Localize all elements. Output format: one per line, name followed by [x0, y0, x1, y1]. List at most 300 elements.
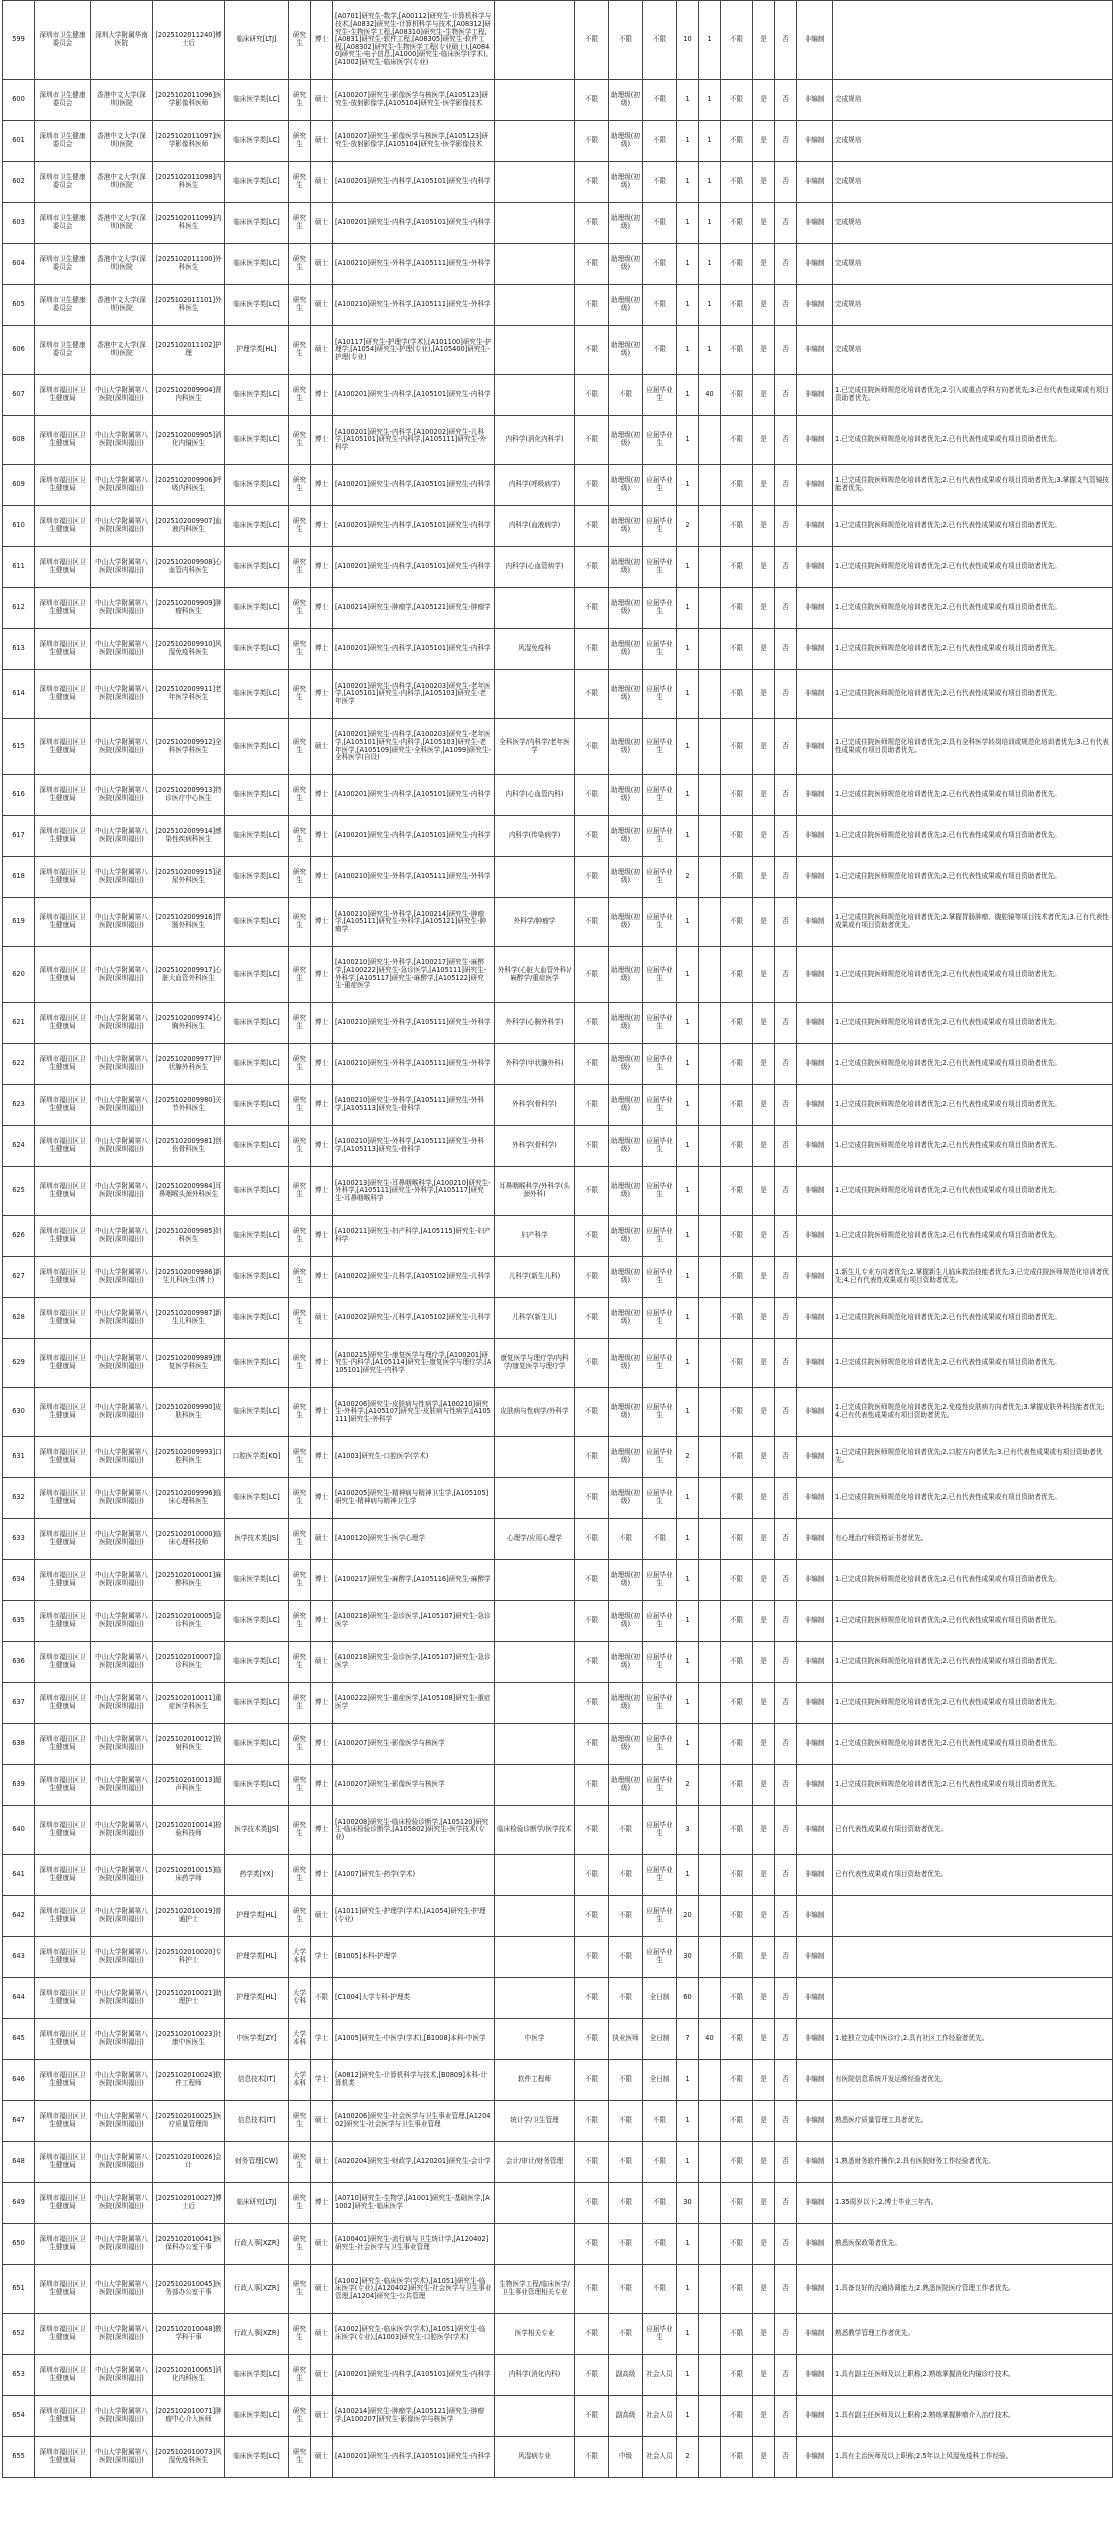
cell-3: 中山大学附属第八医院(深圳福田): [91, 2224, 153, 2265]
cell-7: 硕士: [311, 2437, 333, 2478]
cell-10: 不限: [575, 2060, 609, 2101]
cell-8: [A100210]研究生-外科学,[A100214]研究生-肿瘤学,[A105111]研究生-外科学,[A105121]研究生-肿瘤学: [333, 898, 495, 947]
cell-2: 深圳市卫生健康委员会: [35, 80, 91, 121]
cell-19: [833, 1896, 1113, 1937]
cell-17: 否: [775, 121, 797, 162]
cell-4: [2025102009977]甲状腺外科医生: [153, 1044, 225, 1085]
cell-13: 1: [677, 2142, 699, 2183]
cell-6: 研究生: [289, 1896, 311, 1937]
cell-12: 应届毕业生: [643, 1560, 677, 1601]
cell-7: 硕士: [311, 1642, 333, 1683]
cell-16: 是: [753, 1937, 775, 1978]
cell-19: 1.已完成住院医师规范化培训者优先;2.具有全科医学转岗培训或规范化培训者优先;3.已有代表性成果或有项目资助者优先。: [833, 719, 1113, 775]
cell-18: 非编制: [797, 1478, 833, 1519]
cell-5: 临床医学类[LC]: [225, 2396, 289, 2437]
cell-4: [2025102009912]全科医学科医生: [153, 719, 225, 775]
cell-16: 是: [753, 416, 775, 465]
cell-16: 是: [753, 80, 775, 121]
cell-13: 1: [677, 816, 699, 857]
cell-13: 1: [677, 547, 699, 588]
cell-19: 1.已完成住院医师规范化培训者优先;2.已有代表性成果或有项目资助者优先。: [833, 1167, 1113, 1216]
cell-5: 临床医学类[LC]: [225, 670, 289, 719]
cell-11: 不限: [609, 1, 643, 80]
cell-11: 助理级(初级): [609, 1601, 643, 1642]
cell-17: 否: [775, 1855, 797, 1896]
cell-12: 不限: [643, 326, 677, 375]
cell-19: 1.已完成住院医师规范化培训者优先;2.已有代表性成果或有项目资助者优先。: [833, 1085, 1113, 1126]
cell-14: 40: [699, 375, 721, 416]
cell-16: 是: [753, 2019, 775, 2060]
cell-7: 博士: [311, 1601, 333, 1642]
cell-14: [699, 2060, 721, 2101]
cell-2: 深圳市福田区卫生健康局: [35, 775, 91, 816]
cell-14: 1: [699, 1, 721, 80]
cell-11: 助理级(初级): [609, 1085, 643, 1126]
cell-10: 不限: [575, 947, 609, 1003]
cell-3: 深圳大学附属华南医院: [91, 1, 153, 80]
cell-15: 不限: [721, 947, 753, 1003]
cell-4: [2025102011102]护理: [153, 326, 225, 375]
cell-2: 深圳市福田区卫生健康局: [35, 1937, 91, 1978]
cell-3: 中山大学附属第八医院(深圳福田): [91, 1478, 153, 1519]
cell-14: 1: [699, 326, 721, 375]
cell-16: 是: [753, 547, 775, 588]
cell-7: 博士: [311, 547, 333, 588]
cell-2: 深圳市福田区卫生健康局: [35, 1126, 91, 1167]
cell-19: 1.已完成住院医师规范化培训者优先;2.已有代表性成果或有项目资助者优先。: [833, 1044, 1113, 1085]
cell-5: 药学类[YX]: [225, 1855, 289, 1896]
cell-16: 是: [753, 2224, 775, 2265]
cell-9: [495, 1855, 575, 1896]
cell-16: 是: [753, 1, 775, 80]
cell-7: 硕士: [311, 1519, 333, 1560]
cell-14: [699, 719, 721, 775]
cell-14: [699, 1216, 721, 1257]
cell-7: 硕士: [311, 2224, 333, 2265]
cell-3: 中山大学附属第八医院(深圳福田): [91, 375, 153, 416]
cell-11: 不限: [609, 1855, 643, 1896]
cell-19: 完成规培: [833, 80, 1113, 121]
cell-2: 深圳市福田区卫生健康局: [35, 857, 91, 898]
cell-12: 应届毕业生: [643, 547, 677, 588]
cell-14: [699, 1724, 721, 1765]
cell-13: 1: [677, 588, 699, 629]
cell-17: 否: [775, 1216, 797, 1257]
cell-13: 2: [677, 1765, 699, 1806]
cell-18: 非编制: [797, 1437, 833, 1478]
cell-14: [699, 2314, 721, 2355]
cell-1: 648: [3, 2142, 35, 2183]
cell-18: 非编制: [797, 465, 833, 506]
cell-7: 博士: [311, 1003, 333, 1044]
cell-12: 应届毕业生: [643, 465, 677, 506]
cell-12: 应届毕业生: [643, 375, 677, 416]
cell-9: [495, 670, 575, 719]
cell-16: 是: [753, 1339, 775, 1388]
cell-6: 研究生: [289, 588, 311, 629]
cell-9: 儿科学(新生儿): [495, 1298, 575, 1339]
cell-2: 深圳市福田区卫生健康局: [35, 2183, 91, 2224]
cell-8: [A100222]研究生-重症医学,[A105108]研究生-重症医学: [333, 1683, 495, 1724]
cell-8: [A100201]研究生-内科学,[A105101]研究生-内科学: [333, 375, 495, 416]
cell-7: 博士: [311, 375, 333, 416]
cell-5: 临床医学类[LC]: [225, 1642, 289, 1683]
cell-10: 不限: [575, 1560, 609, 1601]
cell-16: 是: [753, 1437, 775, 1478]
cell-19: 1.已完成住院医师规范化培训者优先;2.已有代表性成果或有项目资助者优先。: [833, 1765, 1113, 1806]
cell-3: 中山大学附属第八医院(深圳福田): [91, 1560, 153, 1601]
cell-13: 1: [677, 416, 699, 465]
cell-10: 不限: [575, 375, 609, 416]
cell-9: [495, 80, 575, 121]
cell-13: 1: [677, 1257, 699, 1298]
cell-7: 博士: [311, 1437, 333, 1478]
cell-6: 研究生: [289, 1519, 311, 1560]
cell-4: [2025102010048]教学科干事: [153, 2314, 225, 2355]
cell-11: 助理级(初级): [609, 898, 643, 947]
cell-9: 儿科学(新生儿科): [495, 1257, 575, 1298]
cell-17: 否: [775, 947, 797, 1003]
table-row: [3, 1216, 1113, 1257]
cell-18: 非编制: [797, 1257, 833, 1298]
cell-2: 深圳市福田区卫生健康局: [35, 1519, 91, 1560]
cell-19: 完成规培: [833, 162, 1113, 203]
cell-17: 否: [775, 244, 797, 285]
cell-10: 不限: [575, 2396, 609, 2437]
cell-12: 不限: [643, 203, 677, 244]
cell-2: 深圳市福田区卫生健康局: [35, 2355, 91, 2396]
cell-6: 研究生: [289, 2101, 311, 2142]
cell-10: 不限: [575, 1642, 609, 1683]
cell-11: 不限: [609, 2265, 643, 2314]
cell-14: 1: [699, 244, 721, 285]
cell-15: 不限: [721, 1896, 753, 1937]
cell-13: 1: [677, 2355, 699, 2396]
cell-3: 香港中文大学(深圳)医院: [91, 80, 153, 121]
cell-8: [A100217]研究生-麻醉学,[A105116]研究生-麻醉学: [333, 1560, 495, 1601]
cell-7: 硕士: [311, 2265, 333, 2314]
cell-12: 应届毕业生: [643, 1044, 677, 1085]
cell-11: 助理级(初级): [609, 1167, 643, 1216]
cell-13: 1: [677, 1683, 699, 1724]
cell-1: 633: [3, 1519, 35, 1560]
cell-2: 深圳市福田区卫生健康局: [35, 547, 91, 588]
cell-1: 642: [3, 1896, 35, 1937]
cell-2: 深圳市福田区卫生健康局: [35, 1806, 91, 1855]
cell-18: 非编制: [797, 1560, 833, 1601]
cell-17: 否: [775, 547, 797, 588]
cell-10: 不限: [575, 1044, 609, 1085]
cell-14: [699, 1896, 721, 1937]
cell-10: 不限: [575, 1855, 609, 1896]
cell-4: [2025102009914]感染性疾病科医生: [153, 816, 225, 857]
cell-15: 不限: [721, 2437, 753, 2478]
cell-3: 中山大学附属第八医院(深圳福田): [91, 588, 153, 629]
table-row: [3, 1806, 1113, 1855]
cell-3: 中山大学附属第八医院(深圳福田): [91, 1085, 153, 1126]
table-row: [3, 1437, 1113, 1478]
cell-5: 临床医学类[LC]: [225, 80, 289, 121]
cell-8: [A100202]研究生-儿科学,[A105102]研究生-儿科学: [333, 1298, 495, 1339]
cell-14: [699, 2224, 721, 2265]
cell-14: [699, 629, 721, 670]
cell-9: 外科学(骨科学): [495, 1126, 575, 1167]
cell-8: [A100207]研究生-影像医学与核医学: [333, 1765, 495, 1806]
cell-2: 深圳市福田区卫生健康局: [35, 2265, 91, 2314]
cell-10: 不限: [575, 1765, 609, 1806]
cell-6: 研究生: [289, 1437, 311, 1478]
cell-14: [699, 1560, 721, 1601]
cell-17: 否: [775, 1388, 797, 1437]
cell-8: [A100214]研究生-肿瘤学,[A105121]研究生-肿瘤学: [333, 588, 495, 629]
cell-19: 1.已完成住院医师规范化培训者优先;2.已有代表性成果或有项目资助者优先。: [833, 670, 1113, 719]
cell-10: 不限: [575, 2101, 609, 2142]
cell-5: 医学技术类[JS]: [225, 1806, 289, 1855]
cell-13: 1: [677, 1167, 699, 1216]
cell-18: 非编制: [797, 1298, 833, 1339]
cell-8: [A100210]研究生-外科学,[A105111]研究生-外科学,[A105113]研究生-骨科学: [333, 1126, 495, 1167]
cell-1: 601: [3, 121, 35, 162]
cell-19: 1.已完成住院医师规范化培训者优先;2.已有代表性成果或有项目资助者优先。: [833, 506, 1113, 547]
cell-15: 不限: [721, 1126, 753, 1167]
cell-19: 1.已完成住院医师规范化培训者优先;2.已有代表性成果或有项目资助者优先。: [833, 947, 1113, 1003]
cell-14: [699, 2396, 721, 2437]
cell-5: 临床医学类[LC]: [225, 121, 289, 162]
cell-9: [495, 1437, 575, 1478]
cell-18: 非编制: [797, 1126, 833, 1167]
cell-6: 研究生: [289, 547, 311, 588]
cell-2: 深圳市卫生健康委员会: [35, 1, 91, 80]
cell-7: 博士: [311, 1560, 333, 1601]
cell-4: [2025102009906]呼吸内科医生: [153, 465, 225, 506]
cell-1: 646: [3, 2060, 35, 2101]
table-row: [3, 857, 1113, 898]
cell-17: 否: [775, 1765, 797, 1806]
cell-16: 是: [753, 2183, 775, 2224]
cell-12: 全日制: [643, 2019, 677, 2060]
cell-10: 不限: [575, 719, 609, 775]
cell-10: 不限: [575, 898, 609, 947]
cell-8: [A100202]研究生-儿科学,[A105102]研究生-儿科学: [333, 1257, 495, 1298]
cell-2: 深圳市福田区卫生健康局: [35, 1765, 91, 1806]
cell-4: [2025102011100]外科医生: [153, 244, 225, 285]
cell-1: 632: [3, 1478, 35, 1519]
cell-14: 1: [699, 162, 721, 203]
cell-3: 中山大学附属第八医院(深圳福田): [91, 1855, 153, 1896]
cell-16: 是: [753, 816, 775, 857]
cell-14: [699, 588, 721, 629]
cell-1: 647: [3, 2101, 35, 2142]
cell-11: 助理级(初级): [609, 244, 643, 285]
cell-11: 助理级(初级): [609, 326, 643, 375]
cell-12: 应届毕业生: [643, 1298, 677, 1339]
cell-5: 临床医学类[LC]: [225, 506, 289, 547]
cell-17: 否: [775, 375, 797, 416]
cell-7: 硕士: [311, 285, 333, 326]
cell-18: 非编制: [797, 1683, 833, 1724]
cell-6: 研究生: [289, 1, 311, 80]
cell-12: 不限: [643, 121, 677, 162]
table-row: [3, 416, 1113, 465]
cell-17: 否: [775, 1437, 797, 1478]
cell-15: 不限: [721, 1003, 753, 1044]
cell-18: 非编制: [797, 375, 833, 416]
cell-2: 深圳市福田区卫生健康局: [35, 1560, 91, 1601]
cell-18: 非编制: [797, 1519, 833, 1560]
cell-4: [2025102009974]心胸外科医生: [153, 1003, 225, 1044]
cell-1: 622: [3, 1044, 35, 1085]
cell-7: 硕士: [311, 203, 333, 244]
cell-11: 不限: [609, 2101, 643, 2142]
cell-12: 社会人员: [643, 2437, 677, 2478]
cell-11: 不限: [609, 2060, 643, 2101]
cell-13: 10: [677, 1, 699, 80]
cell-18: 非编制: [797, 1806, 833, 1855]
cell-15: 不限: [721, 719, 753, 775]
cell-18: 非编制: [797, 244, 833, 285]
cell-5: 临床医学类[LC]: [225, 1003, 289, 1044]
cell-2: 深圳市福田区卫生健康局: [35, 1978, 91, 2019]
cell-7: 博士: [311, 588, 333, 629]
cell-17: 否: [775, 816, 797, 857]
cell-8: [A100218]研究生-急诊医学,[A105107]研究生-急诊医学: [333, 1642, 495, 1683]
cell-16: 是: [753, 1216, 775, 1257]
cell-17: 否: [775, 1126, 797, 1167]
cell-6: 研究生: [289, 1388, 311, 1437]
table-row: [3, 162, 1113, 203]
cell-9: [495, 1478, 575, 1519]
cell-12: 应届毕业生: [643, 1126, 677, 1167]
cell-9: 统计学/卫生管理: [495, 2101, 575, 2142]
cell-14: [699, 1257, 721, 1298]
cell-15: 不限: [721, 1339, 753, 1388]
cell-13: 7: [677, 2019, 699, 2060]
cell-12: 应届毕业生: [643, 1388, 677, 1437]
cell-16: 是: [753, 2437, 775, 2478]
cell-1: 611: [3, 547, 35, 588]
cell-11: 助理级(初级): [609, 1642, 643, 1683]
cell-6: 研究生: [289, 1339, 311, 1388]
cell-7: 博士: [311, 857, 333, 898]
cell-7: 博士: [311, 1724, 333, 1765]
cell-3: 中山大学附属第八医院(深圳福田): [91, 2355, 153, 2396]
cell-8: [A100213]研究生-耳鼻咽喉科学,[A100210]研究生-外科学,[A105111]研究生-外科学,[A105117]研究生-耳鼻咽喉科学: [333, 1167, 495, 1216]
cell-1: 641: [3, 1855, 35, 1896]
cell-11: 助理级(初级): [609, 1298, 643, 1339]
cell-6: 研究生: [289, 465, 311, 506]
cell-2: 深圳市福田区卫生健康局: [35, 2396, 91, 2437]
cell-15: 不限: [721, 2314, 753, 2355]
cell-6: 研究生: [289, 1855, 311, 1896]
cell-2: 深圳市福田区卫生健康局: [35, 2437, 91, 2478]
cell-4: [2025102010073]风湿免疫科医生: [153, 2437, 225, 2478]
cell-11: 助理级(初级): [609, 947, 643, 1003]
cell-12: 全日制: [643, 1978, 677, 2019]
cell-15: 不限: [721, 2019, 753, 2060]
cell-3: 香港中文大学(深圳)医院: [91, 203, 153, 244]
cell-2: 深圳市福田区卫生健康局: [35, 375, 91, 416]
cell-5: 临床研究[LTJ]: [225, 1, 289, 80]
cell-7: 博士: [311, 947, 333, 1003]
cell-4: [2025102009911]老年医学科医生: [153, 670, 225, 719]
cell-7: 不限: [311, 1978, 333, 2019]
cell-13: 1: [677, 465, 699, 506]
cell-2: 深圳市福田区卫生健康局: [35, 1298, 91, 1339]
cell-14: [699, 506, 721, 547]
cell-8: [A100210]研究生-外科学,[A105111]研究生-外科学: [333, 244, 495, 285]
cell-16: 是: [753, 1257, 775, 1298]
cell-4: [2025102010025]医疗质量管理岗: [153, 2101, 225, 2142]
cell-2: 深圳市福田区卫生健康局: [35, 506, 91, 547]
table-row: [3, 1339, 1113, 1388]
cell-13: 1: [677, 285, 699, 326]
cell-9: [495, 375, 575, 416]
cell-12: 应届毕业生: [643, 1683, 677, 1724]
cell-13: 1: [677, 1044, 699, 1085]
cell-18: 非编制: [797, 1044, 833, 1085]
cell-15: 不限: [721, 285, 753, 326]
cell-11: 助理级(初级): [609, 547, 643, 588]
table-row: [3, 1855, 1113, 1896]
cell-18: 非编制: [797, 2314, 833, 2355]
cell-10: 不限: [575, 857, 609, 898]
cell-4: [2025102011098]内科医生: [153, 162, 225, 203]
cell-19: 1.具有副主任医师及以上职称;2.熟练掌握肿瘤介入治疗技术。: [833, 2396, 1113, 2437]
cell-19: 1.已完成住院医师规范化培训者优先;2.已有代表性成果或有项目资助者优先。: [833, 775, 1113, 816]
cell-6: 研究生: [289, 898, 311, 947]
cell-6: 研究生: [289, 2396, 311, 2437]
cell-8: [A100210]研究生-外科学,[A100217]研究生-麻醉学,[A100222]研究生-急诊医学,[A105111]研究生-外科学,[A105117]研究生-麻醉学,[A105122]研究生-重症医学: [333, 947, 495, 1003]
cell-17: 否: [775, 1044, 797, 1085]
cell-16: 是: [753, 506, 775, 547]
cell-16: 是: [753, 1724, 775, 1765]
cell-1: 655: [3, 2437, 35, 2478]
cell-15: 不限: [721, 1855, 753, 1896]
cell-4: [2025102009987]新生儿科医生: [153, 1298, 225, 1339]
cell-5: 临床医学类[LC]: [225, 2437, 289, 2478]
cell-1: 626: [3, 1216, 35, 1257]
cell-16: 是: [753, 1085, 775, 1126]
cell-4: [2025102010026]会计: [153, 2142, 225, 2183]
cell-15: 不限: [721, 1806, 753, 1855]
cell-19: 1.已完成住院医师规范化培训者优先;2.已有代表性成果或有项目资助者优先。: [833, 1478, 1113, 1519]
table-row: [3, 2265, 1113, 2314]
cell-11: 不限: [609, 2183, 643, 2224]
cell-18: 非编制: [797, 2101, 833, 2142]
cell-15: 不限: [721, 1642, 753, 1683]
cell-8: [A1007]研究生-药学(学术): [333, 1855, 495, 1896]
cell-7: 硕士: [311, 2396, 333, 2437]
cell-4: [2025102009916]胃肠外科医生: [153, 898, 225, 947]
cell-17: 否: [775, 670, 797, 719]
cell-8: [A100215]研究生-康复医学与理疗学,[A100201]研究生-内科学,[A105114]研究生-康复医学与理疗学,[A105101]研究生-内科学: [333, 1339, 495, 1388]
cell-13: 1: [677, 898, 699, 947]
cell-18: 非编制: [797, 1085, 833, 1126]
cell-16: 是: [753, 1765, 775, 1806]
cell-9: 风湿病专业: [495, 2437, 575, 2478]
table-row: [3, 629, 1113, 670]
cell-18: 非编制: [797, 1339, 833, 1388]
cell-13: 20: [677, 1896, 699, 1937]
cell-17: 否: [775, 1683, 797, 1724]
cell-17: 否: [775, 1519, 797, 1560]
cell-2: 深圳市福田区卫生健康局: [35, 1896, 91, 1937]
cell-16: 是: [753, 2142, 775, 2183]
cell-16: 是: [753, 2355, 775, 2396]
cell-15: 不限: [721, 1937, 753, 1978]
cell-19: 1.已完成住院医师规范化培训者优先;2.已有代表性成果或有项目资助者优先。: [833, 1683, 1113, 1724]
cell-14: 1: [699, 121, 721, 162]
